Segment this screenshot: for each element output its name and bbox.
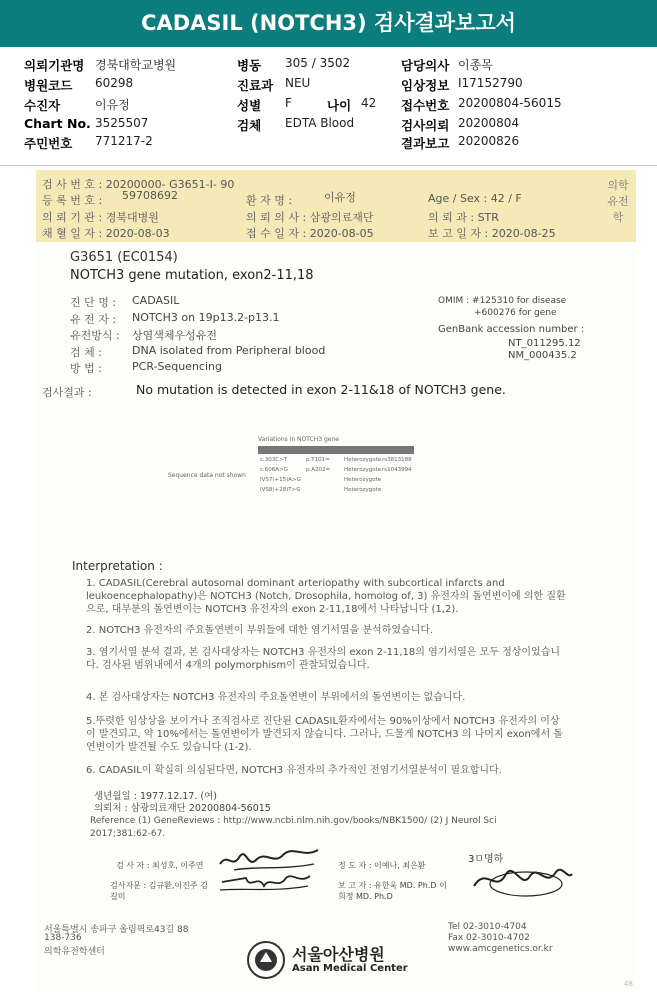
registration-label: 등 록 번 호 : bbox=[42, 194, 103, 207]
variation-row: IVS7(+15)A>G bbox=[260, 477, 301, 483]
patient-value: 이유정 bbox=[95, 98, 130, 112]
result-text: No mutation is detected in exon 2-11&18 of NOTCH3 gene. bbox=[136, 382, 506, 397]
clinical-info-value: I17152790 bbox=[458, 76, 523, 90]
doctor-value: 이종목 bbox=[458, 58, 493, 72]
sample-value: DNA isolated from Peripheral blood bbox=[132, 344, 326, 357]
request-date-label: 검사의뢰 bbox=[401, 118, 450, 133]
doctor-label: 담당의사 bbox=[401, 58, 450, 73]
receipt-no-label: 접수번호 bbox=[401, 98, 450, 113]
registration-number: 59708692 bbox=[122, 189, 178, 202]
patient-info-header bbox=[0, 47, 657, 165]
report-date-value: 20200826 bbox=[458, 134, 520, 148]
requesting-institution: 의 뢰 기 관 : 경북대병원 bbox=[42, 211, 159, 224]
collection-date: 채 혈 일 자 : 2020-08-03 bbox=[42, 227, 170, 240]
genbank-label: GenBank accession number : bbox=[438, 324, 585, 335]
receipt-no-value: 20200804-56015 bbox=[458, 96, 562, 110]
signature-2 bbox=[216, 868, 316, 896]
hospital-code-value: 60298 bbox=[95, 76, 134, 90]
request-date-value: 20200804 bbox=[458, 116, 520, 130]
report-date-label: 결과보고 bbox=[401, 136, 450, 151]
receipt-date: 접 수 일 자 : 2020-08-05 bbox=[246, 227, 374, 240]
patient-name: 이유정 bbox=[324, 191, 356, 204]
footer-web: www.amcgenetics.or.kr bbox=[448, 944, 553, 954]
report-date: 보 고 일 자 : 2020-08-25 bbox=[428, 227, 556, 240]
asan-foundation-seal bbox=[246, 940, 286, 980]
requesting-dept: 의 뢰 과 : STR bbox=[428, 211, 499, 224]
interpretation-paragraph-5: 5.뚜렷한 임상상을 보이거나 조직검사로 진단된 CADASIL환자에서는 90%이상에서 NOTCH3 유전자의 이상이 발견되고, 약 10%에서는 돌연변이가 발견되지 않습니다. 그러나, 드물게 NOTCH3 의 나머지 exon에서 돌연변이가 발견될 수도 있습니다 (1-2). bbox=[86, 716, 563, 753]
diagnosis-label: 진 단 명 : bbox=[70, 296, 117, 309]
sex-value: F bbox=[285, 96, 292, 110]
variation-row: rs1043994 bbox=[382, 467, 412, 473]
report-title: CADASIL (NOTCH3) 검사결과보고서 bbox=[0, 0, 657, 47]
specimen-value: EDTA Blood bbox=[285, 116, 355, 130]
footer-tel: Tel 02-3010-4704 bbox=[448, 922, 527, 932]
patient-label: 수진자 bbox=[24, 98, 61, 113]
variation-row: IVS8(+28)T>G bbox=[260, 487, 301, 493]
genbank-nm: NM_000435.2 bbox=[508, 350, 577, 361]
variation-row: c.606A>G bbox=[260, 467, 288, 473]
hospital-label: 의뢰기관명 bbox=[24, 58, 85, 73]
variation-row: Heterozygote bbox=[344, 467, 382, 473]
method-label: 방 법 : bbox=[70, 362, 102, 375]
variation-row: Heterozygote bbox=[344, 487, 382, 493]
signature-3 bbox=[466, 860, 576, 900]
id-no-label: 주민번호 bbox=[24, 136, 73, 151]
variation-side-text: Sequence data not shown bbox=[168, 472, 246, 479]
chart-no-label: Chart No. bbox=[24, 116, 91, 131]
gene-label: 유 전 자 : bbox=[70, 313, 117, 326]
inheritance-label: 유전방식 : bbox=[70, 329, 120, 342]
method-value: PCR-Sequencing bbox=[132, 360, 222, 373]
reviewer: 정 도 자 : 이예나, 최은환 bbox=[338, 861, 426, 870]
sex-label: 성별 bbox=[237, 98, 262, 113]
variation-row: p.T101= bbox=[306, 457, 330, 463]
age-label: 나이 bbox=[327, 98, 352, 113]
footer-address-2: 138-736 bbox=[44, 933, 82, 943]
scanned-report bbox=[36, 170, 636, 992]
chart-no-value: 3525507 bbox=[95, 116, 149, 130]
variation-caption: Variations in NOTCH3 gene bbox=[258, 436, 339, 443]
gene-value: NOTCH3 on 19p13.2-p13.1 bbox=[132, 311, 280, 324]
omim-gene: +600276 for gene bbox=[474, 308, 557, 318]
birth-date: 생년월일 : 1977.12.17. (여) bbox=[94, 791, 217, 802]
clinical-info-label: 임상정보 bbox=[401, 78, 450, 93]
patient-name-label: 환 자 명 : bbox=[246, 194, 293, 207]
dept-value: NEU bbox=[285, 76, 311, 90]
omim-disease: OMIM : #125310 for disease bbox=[438, 296, 567, 306]
variation-row: c.303C>T bbox=[260, 457, 288, 463]
result-label: 검사결과 : bbox=[42, 386, 92, 399]
footer-address-1: 서울특별시 송파구 올림픽로43길 88 bbox=[44, 925, 189, 935]
hospital-name-en: Asan Medical Center bbox=[292, 963, 408, 974]
id-no-value: 771217-2 bbox=[95, 134, 153, 148]
interpretation-paragraph-2: 2. NOTCH3 유전자의 주요돌연변이 부위들에 대한 염기서열을 분석하였습니다. bbox=[86, 625, 434, 636]
variation-row: Heterozygote bbox=[344, 477, 382, 483]
ward-value: 305 / 3502 bbox=[285, 56, 351, 70]
dept-label: 진료과 bbox=[237, 78, 274, 93]
ward-label: 병동 bbox=[237, 58, 262, 73]
variation-row: rs3813188 bbox=[382, 457, 412, 463]
department-side-label: 의학유전학 bbox=[607, 179, 629, 224]
tester-advisor: 검사자문 : 김규환,이진주 김길미 bbox=[110, 881, 208, 901]
report-info-band bbox=[36, 170, 636, 242]
age-sex: Age / Sex : 42 / F bbox=[428, 192, 522, 205]
tester: 검 사 자 : 최성호, 이주연 bbox=[116, 861, 204, 870]
diagnosis-value: CADASIL bbox=[132, 294, 180, 307]
test-title: NOTCH3 gene mutation, exon2-11,18 bbox=[70, 268, 314, 283]
interpretation-paragraph-6: 6. CADASIL이 확실히 의심된다면, NOTCH3 유전자의 추가적인 전염기서열분석이 필요합니다. bbox=[86, 765, 502, 776]
page-number: 48 bbox=[624, 980, 633, 988]
test-code: G3651 (EC0154) bbox=[70, 250, 178, 265]
genbank-nt: NT_011295.12 bbox=[508, 338, 581, 349]
variation-table-header bbox=[258, 446, 414, 454]
age-value: 42 bbox=[361, 96, 377, 110]
requester: 의뢰처 : 삼광의료재단 20200804-56015 bbox=[94, 803, 271, 814]
test-number: 검 사 번 호 : 20200000- G3651-I- 90 bbox=[42, 178, 235, 191]
header-divider bbox=[0, 165, 657, 166]
variation-row: p.A202= bbox=[306, 467, 331, 473]
signature-date: 3ㅁ명하 bbox=[468, 854, 504, 865]
sample-label: 검 체 : bbox=[70, 346, 102, 359]
hospital-code-label: 병원코드 bbox=[24, 78, 73, 93]
footer-address-3: 의학유전학센터 bbox=[44, 947, 105, 957]
inheritance-value: 상염색체우성유전 bbox=[132, 329, 218, 342]
hospital-name-ko: 서울아산병원 bbox=[292, 945, 385, 964]
interpretation-paragraph-3: 3. 염기서열 분석 결과, 본 검사대상자는 NOTCH3 유전자의 exon 2-11,18의 염기서열은 모두 정상이었습니다. 검사된 범위내에서 4개의 polymorphism이 관찰되었습니다. bbox=[86, 647, 561, 671]
interpretation-heading: Interpretation : bbox=[72, 559, 163, 573]
footer-fax: Fax 02-3010-4702 bbox=[448, 933, 530, 943]
reference: Reference (1) GeneReviews : http://www.ncbi.nlm.nih.gov/books/NBK1500/ (2) J Neurol Sci 2017;381:62-67. bbox=[90, 816, 497, 839]
hospital-value: 경북대학교병원 bbox=[95, 58, 177, 72]
interpretation-paragraph-4: 4. 본 검사대상자는 NOTCH3 유전자의 주요돌연변이 부위에서의 돌연변이는 없습니다. bbox=[86, 692, 466, 703]
requesting-doctor: 의 뢰 의 사 : 삼광의료재단 bbox=[246, 211, 374, 224]
reporter: 보 고 자 : 유한욱 MD. Ph.D 이희정 MD. Ph.D bbox=[338, 881, 447, 901]
variation-row: Heterozygote bbox=[344, 457, 382, 463]
specimen-label: 검체 bbox=[237, 118, 262, 133]
interpretation-paragraph-1: 1. CADASIL(Cerebral autosomal dominant arteriopathy with subcortical infarcts and leukoencephalopathy)은 NOTCH3 (Notch, Drosophila, homolog of, 3) 유전자의 돌연변이에 의한 질환으로, 대부분의 돌연변이는 NOTCH3 유전자의 exon 2-11,18에서 나타납니다 (1,2). bbox=[86, 578, 566, 615]
